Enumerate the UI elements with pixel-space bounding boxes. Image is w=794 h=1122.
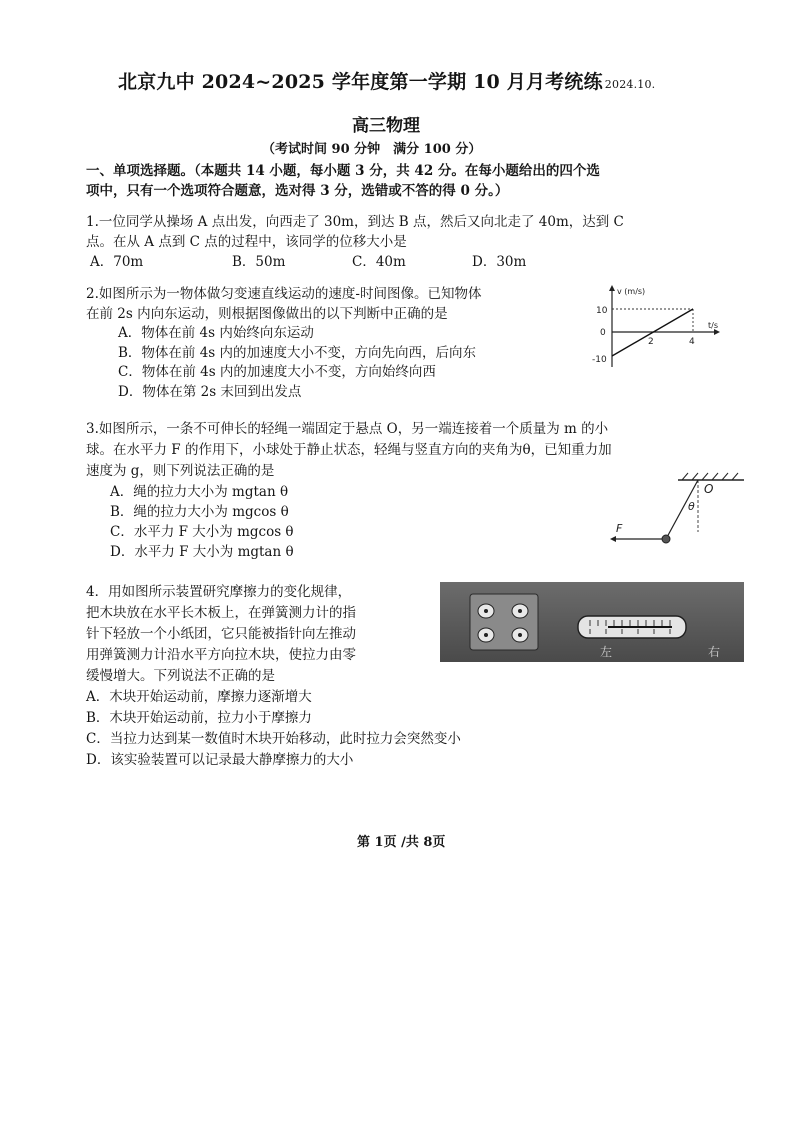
q2-option-d: D．物体在第 2s 末回到出发点: [118, 384, 302, 400]
q1-stem-line1: 1.一位同学从操场 A 点出发，向西走了 30m，到达 B 点，然后又向北走了 40m，达到 C: [86, 214, 624, 230]
photo-right-label: 右: [708, 645, 721, 659]
q1-option-d: D．30m: [472, 254, 527, 270]
q4-option-d: D．该实验装置可以记录最大静摩擦力的大小: [86, 752, 354, 768]
graph-t-label: t/s: [708, 321, 718, 330]
page-footer: 第 1页 /共 8页: [357, 835, 446, 850]
ceiling-hatch: [682, 473, 738, 480]
pivot-label: O: [704, 482, 714, 496]
exam-title-text: 北京九中 2024~2025 学年度第一学期 10 月月考统练: [118, 71, 603, 93]
ball: [662, 535, 670, 543]
q4-option-b: B．木块开始运动前，拉力小于摩擦力: [86, 710, 312, 726]
q3-stem-line3: 速度为 g，则下列说法正确的是: [86, 463, 275, 479]
q2-option-c: C．物体在前 4s 内的加速度大小不变，方向始终向西: [118, 364, 436, 380]
q4-stem-line2: 把木块放在水平长木板上，在弹簧测力计的指: [86, 605, 356, 621]
q1-stem-line2: 点。在从 A 点到 C 点的过程中，该同学的位移大小是: [86, 234, 407, 250]
section1-instructions-line2: 项中，只有一个选项符合题意，选对得 3 分，选错或不答的得 0 分。）: [86, 183, 509, 199]
graph-v-label: v (m/s): [617, 287, 646, 296]
exam-title: [118, 72, 655, 95]
q3-option-d: D．水平力 F 大小为 mgtan θ: [110, 544, 294, 560]
section1-instructions-line1: 一、单项选择题。（本题共 14 小题，每小题 3 分，共 42 分。在每小题给出的四个选: [86, 163, 600, 179]
q4-apparatus-photo: [440, 582, 744, 662]
q4-stem-line4: 用弹簧测力计沿水平方向拉木块，使拉力由零: [86, 647, 356, 663]
exam-info: （考试时间 90 分钟 满分 100 分）: [262, 142, 482, 157]
force-label: F: [616, 522, 623, 535]
force-arrow-head: [610, 536, 616, 542]
q2-stem-line1: 2.如图所示为一物体做匀变速直线运动的速度-时间图像。已知物体: [86, 286, 482, 302]
graph-tick-t4: 4: [689, 337, 695, 347]
theta-label: θ: [688, 500, 695, 513]
q4-stem-line3: 针下轻放一个小纸团，它只能被指针向左推动: [86, 626, 356, 642]
graph-tick-neg10: -10: [592, 355, 607, 365]
graph-tick-0: 0: [600, 328, 606, 338]
graph-v-arrow: [609, 285, 615, 291]
q3-stem-line1: 3.如图所示，一条不可伸长的轻绳一端固定于悬点 O，另一端连接着一个质量为 m 的小: [86, 421, 609, 437]
q2-option-a: A．物体在前 4s 内始终向东运动: [118, 325, 314, 341]
q2-option-b: B．物体在前 4s 内的加速度大小不变，方向先向西，后向东: [118, 345, 477, 361]
q4-stem-line1: 4．用如图所示装置研究摩擦力的变化规律，: [86, 584, 352, 600]
q2-stem-line2: 在前 2s 内向东运动，则根据图像做出的以下判断中正确的是: [86, 306, 448, 322]
q1-option-a: A．70m: [90, 254, 144, 270]
wood-block: [470, 594, 538, 650]
q4-option-c: C．当拉力达到某一数值时木块开始移动，此时拉力会突然变小: [86, 731, 461, 747]
q3-pendulum-figure: [600, 468, 750, 563]
graph-tick-t2: 2: [648, 337, 654, 347]
photo-left-label: 左: [600, 645, 613, 659]
subject-title: 高三物理: [352, 116, 420, 136]
q4-stem-line5: 缓慢增大。下列说法不正确的是: [86, 668, 275, 684]
q4-option-a: A．木块开始运动前，摩擦力逐渐增大: [86, 689, 312, 705]
exam-date: 2024.10.: [604, 78, 656, 91]
q3-option-b: B．绳的拉力大小为 mgcos θ: [110, 504, 289, 520]
graph-tick-10: 10: [596, 306, 608, 316]
q3-stem-line2: 球。在水平力 F 的作用下，小球处于静止状态，轻绳与竖直方向的夹角为θ，已知重力加: [86, 442, 612, 458]
q2-velocity-time-graph: [590, 283, 740, 375]
q3-option-c: C．水平力 F 大小为 mgcos θ: [110, 524, 294, 540]
q3-option-a: A．绳的拉力大小为 mgtan θ: [110, 484, 289, 500]
q1-option-c: C．40m: [352, 254, 406, 270]
q1-option-b: B．50m: [232, 254, 286, 270]
